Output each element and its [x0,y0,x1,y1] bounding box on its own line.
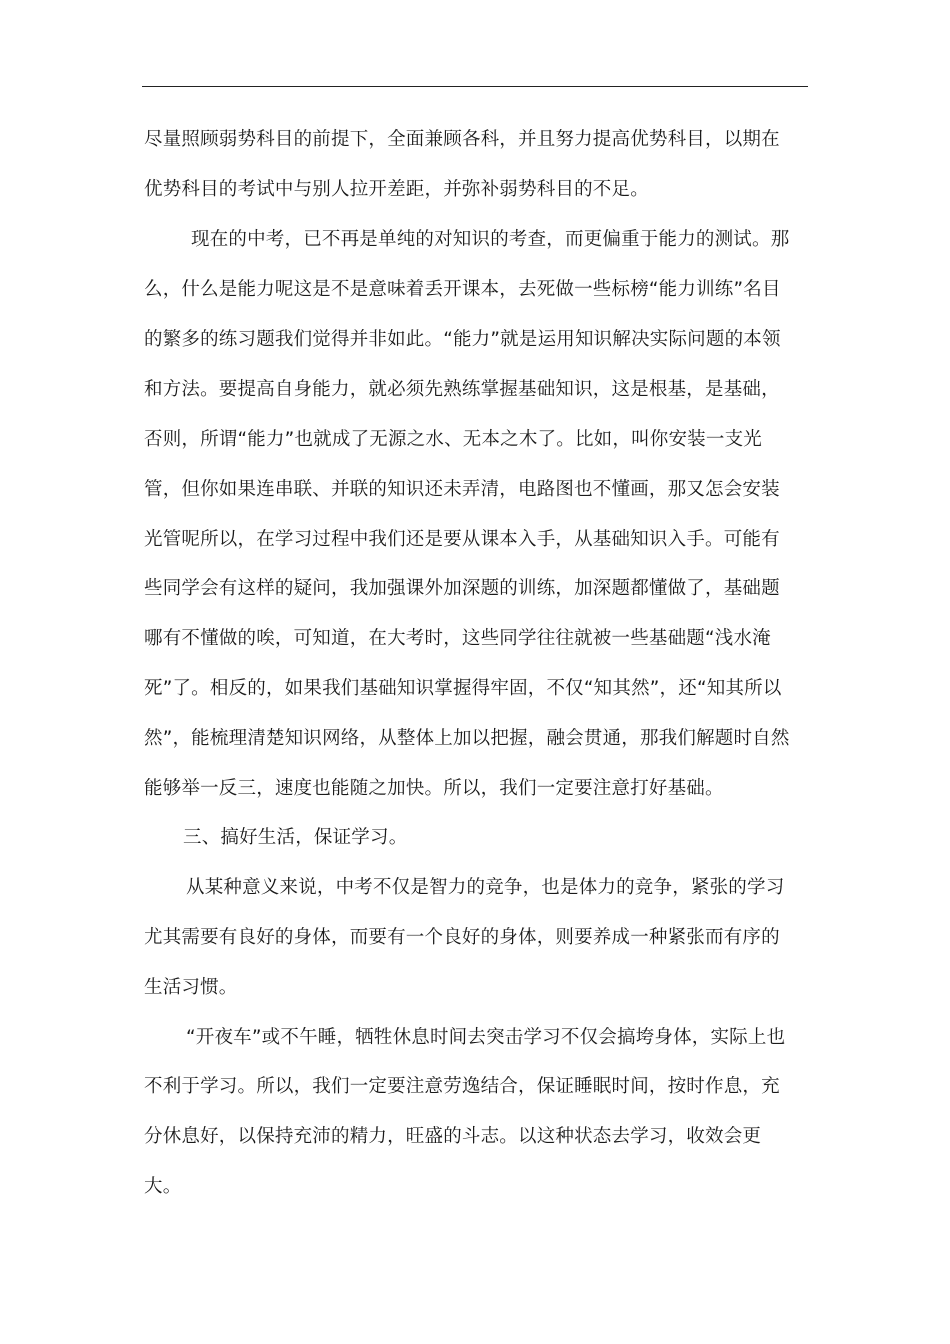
header-rule [142,86,808,87]
text-line: 的繁多的练习题我们觉得并非如此。“能力”就是运用知识解决实际问题的本领 [144,329,781,350]
text-line: 大。 [144,1176,182,1197]
text-line: 然”，能梳理清楚知识网络，从整体上加以把握，融会贯通，那我们解题时自然 [144,728,790,749]
text-line: 否则，所谓“能力”也就成了无源之水、无本之木了。比如，叫你安装一支光 [144,429,762,450]
paragraph-start-line: “开夜车”或不午睡，牺牲休息时间去突击学习不仅会搞垮身体，实际上也 [186,1027,786,1048]
text-line: 生活习惯。 [144,977,238,998]
text-line: 和方法。要提高自身能力，就必须先熟练掌握基础知识，这是根基，是基础， [144,379,780,400]
paragraph-start-line: 现在的中考，已不再是单纯的对知识的考查，而更偏重于能力的测试。那 [191,229,790,250]
text-line: 不利于学习。所以，我们一定要注意劳逸结合，保证睡眠时间，按时作息，充 [144,1076,780,1097]
text-line: 哪有不懂做的唉，可知道，在大考时，这些同学往往就被一些基础题“浅水淹 [144,628,771,649]
text-line: 分休息好，以保持充沛的精力，旺盛的斗志。以这种状态去学习，收效会更 [144,1126,762,1147]
text-line: 管，但你如果连串联、并联的知识还未弄清，电路图也不懂画，那又怎会安装 [144,479,780,500]
text-line: 优势科目的考试中与别人拉开差距，并弥补弱势科目的不足。 [144,179,649,200]
text-line: 么，什么是能力呢这是不是意味着丢开课本，去死做一些标榜“能力训练”名目 [144,279,781,300]
text-line: 尽量照顾弱势科目的前提下，全面兼顾各科，并且努力提高优势科目，以期在 [144,129,780,150]
paragraph-start-line: 从某种意义来说，中考不仅是智力的竞争，也是体力的竞争，紧张的学习 [186,877,785,898]
text-line: 些同学会有这样的疑问，我加强课外加深题的训练，加深题都懂做了，基础题 [144,578,780,599]
text-line: 尤其需要有良好的身体，而要有一个良好的身体，则要养成一种紧张而有序的 [144,927,780,948]
text-line: 光管呢所以，在学习过程中我们还是要从课本入手，从基础知识入手。可能有 [144,529,780,550]
section-heading: 三、搞好生活，保证学习。 [183,827,408,848]
text-line: 死”了。相反的，如果我们基础知识掌握得牢固，不仅“知其然”，还“知其所以 [144,678,782,699]
text-line: 能够举一反三，速度也能随之加快。所以，我们一定要注意打好基础。 [144,778,724,799]
